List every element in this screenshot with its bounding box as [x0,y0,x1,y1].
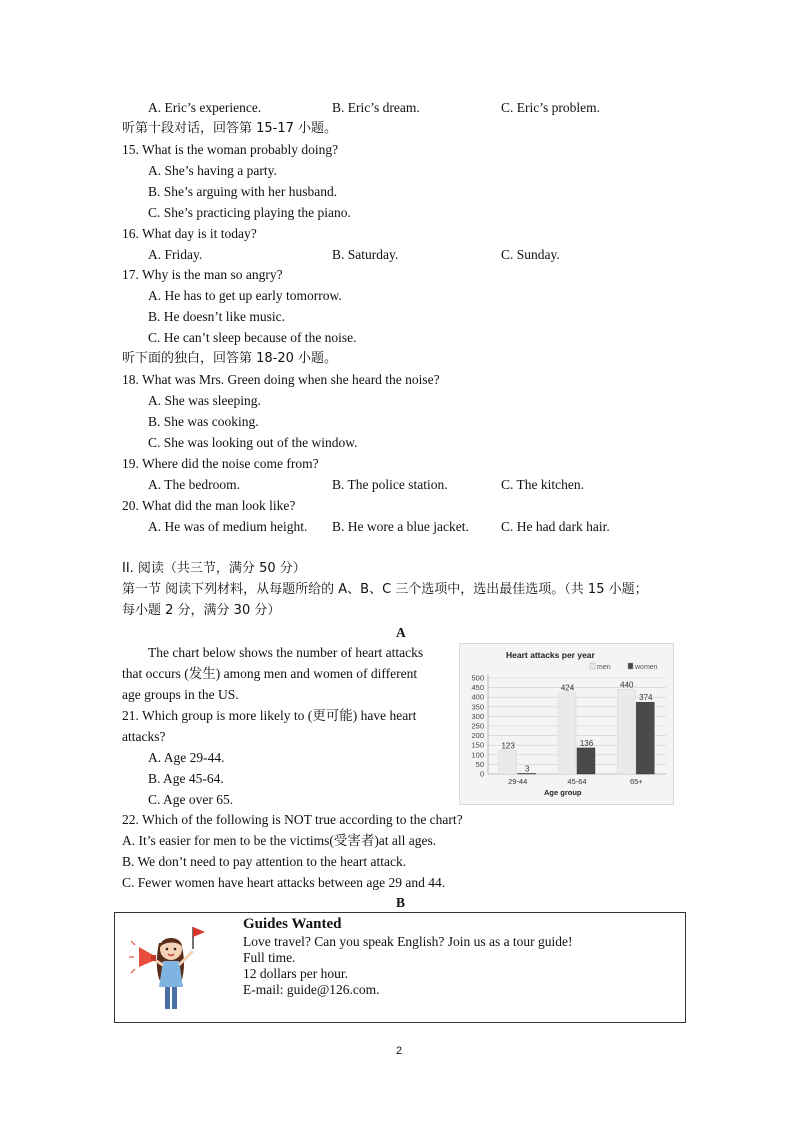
q17-option-b: B. He doesn’t like music. [148,309,285,324]
q21-stem-line1: 21. Which group is more likely to (更可能) have heart [122,708,417,723]
q15-option-c: C. She’s practicing playing the piano. [148,205,351,220]
q19-option-a: A. The bedroom. [148,477,240,492]
section-intro-dialogue-10: 听第十段对话，回答第 15-17 小题。 [122,121,338,136]
q19-option-c: C. The kitchen. [501,477,584,492]
y-tick-450: 450 [471,683,484,693]
q15-option-a: A. She’s having a party. [148,163,277,178]
passage-a-line3: age groups in the US. [122,687,239,702]
q22-option-a: A. It’s easier for men to be the victims(受害者)at all ages. [122,833,437,848]
passage-b-label: B [396,895,406,910]
y-tick-200: 200 [471,731,484,741]
chart-title: Heart attacks per year [506,650,595,660]
passage-a-line1: The chart below shows the number of heart attacks [148,645,424,660]
guides-wanted-ad [114,912,686,1023]
y-tick-150: 150 [471,740,484,750]
x-tick-45-64: 45-64 [567,777,587,786]
page-number: 2 [396,1045,403,1057]
q20-stem: 20. What did the man look like? [122,498,296,513]
ad-line-2: Full time. [243,950,296,965]
bar-men-29-44 [499,750,517,774]
q16-option-c: C. Sunday. [501,247,560,262]
bar-women-45-64 [577,748,595,774]
y-tick-400: 400 [471,692,484,702]
heart-attacks-chart [459,643,674,805]
x-tick-29-44: 29-44 [508,777,528,786]
data-label-women-65+: 374 [639,693,653,703]
x-tick-65+: 65+ [629,777,643,786]
legend-label-men: men [597,664,611,671]
q18-option-c: C. She was looking out of the window. [148,435,358,450]
part2-instructions-line1: 第一节 阅读下列材料，从每题所给的 A、B、C 三个选项中，选出最佳选项。（共 15 小题； [122,582,648,597]
bar-men-45-64 [558,693,576,774]
y-tick-500: 500 [471,673,484,683]
ad-email[interactable]: E-mail: guide@126.com. [243,982,380,997]
bar-men-65+ [617,690,635,774]
x-axis-label: Age group [544,788,582,797]
q20-option-a: A. He was of medium height. [148,519,308,534]
part2-instructions-line2: 每小题 2 分，满分 30 分） [122,603,281,618]
q18-stem: 18. What was Mrs. Green doing when she heard the noise? [122,372,440,387]
q16-stem: 16. What day is it today? [122,226,257,241]
q16-option-a: A. Friday. [148,247,203,262]
girl-megaphone-icon [129,921,213,1017]
data-label-men-45-64: 424 [560,683,575,693]
legend-swatch-men [590,663,595,669]
data-label-women-29-44: 3 [524,764,530,774]
data-label-women-45-64: 136 [579,738,594,748]
passage-a-line2: that occurs (发生) among men and women of different [122,666,418,681]
part2-title: II. 阅读（共三节，满分 50 分） [122,561,306,576]
data-label-men-65+: 440 [620,680,634,690]
q22-option-c: C. Fewer women have heart attacks between age 29 and 44. [122,875,446,890]
q14-option-c: C. Eric’s problem. [501,100,600,115]
y-tick-250: 250 [471,721,484,731]
q19-option-b: B. The police station. [332,477,448,492]
q15-stem: 15. What is the woman probably doing? [122,142,339,157]
q17-option-a: A. He has to get up early tomorrow. [148,288,342,303]
data-label-men-29-44: 123 [501,741,515,751]
y-tick-50: 50 [475,759,484,769]
y-tick-100: 100 [471,750,484,760]
legend-swatch-women [628,663,633,669]
q22-option-b: B. We don’t need to pay attention to the heart attack. [122,854,407,869]
q18-option-a: A. She was sleeping. [148,393,261,408]
y-tick-0: 0 [479,769,484,779]
q15-option-b: B. She’s arguing with her husband. [148,184,338,199]
q14-option-a: A. Eric’s experience. [148,100,262,115]
q20-option-b: B. He wore a blue jacket. [332,519,469,534]
section-intro-monologue: 听下面的独白，回答第 18-20 小题。 [122,351,338,366]
q17-option-c: C. He can’t sleep because of the noise. [148,330,357,345]
q21-option-c: C. Age over 65. [148,792,234,807]
ad-line-3: 12 dollars per hour. [243,966,348,981]
bar-women-65+ [636,702,654,774]
bar-women-29-44 [518,773,536,774]
legend-label-women: women [635,664,658,671]
q21-option-a: A. Age 29-44. [148,750,225,765]
q18-option-b: B. She was cooking. [148,414,259,429]
q21-option-b: B. Age 45-64. [148,771,224,786]
y-tick-350: 350 [471,702,484,712]
y-tick-300: 300 [471,711,484,721]
ad-line-1: Love travel? Can you speak English? Join us as a tour guide! [243,934,573,949]
q17-stem: 17. Why is the man so angry? [122,267,283,282]
passage-a-label: A [396,625,406,640]
q21-stem-line2: attacks? [122,729,166,744]
heart-attacks-chart-svg [460,644,673,804]
q22-stem: 22. Which of the following is NOT true according to the chart? [122,812,463,827]
q16-option-b: B. Saturday. [332,247,399,262]
q20-option-c: C. He had dark hair. [501,519,610,534]
q19-stem: 19. Where did the noise come from? [122,456,319,471]
ad-title: Guides Wanted [243,916,342,932]
q14-option-b: B. Eric’s dream. [332,100,420,115]
